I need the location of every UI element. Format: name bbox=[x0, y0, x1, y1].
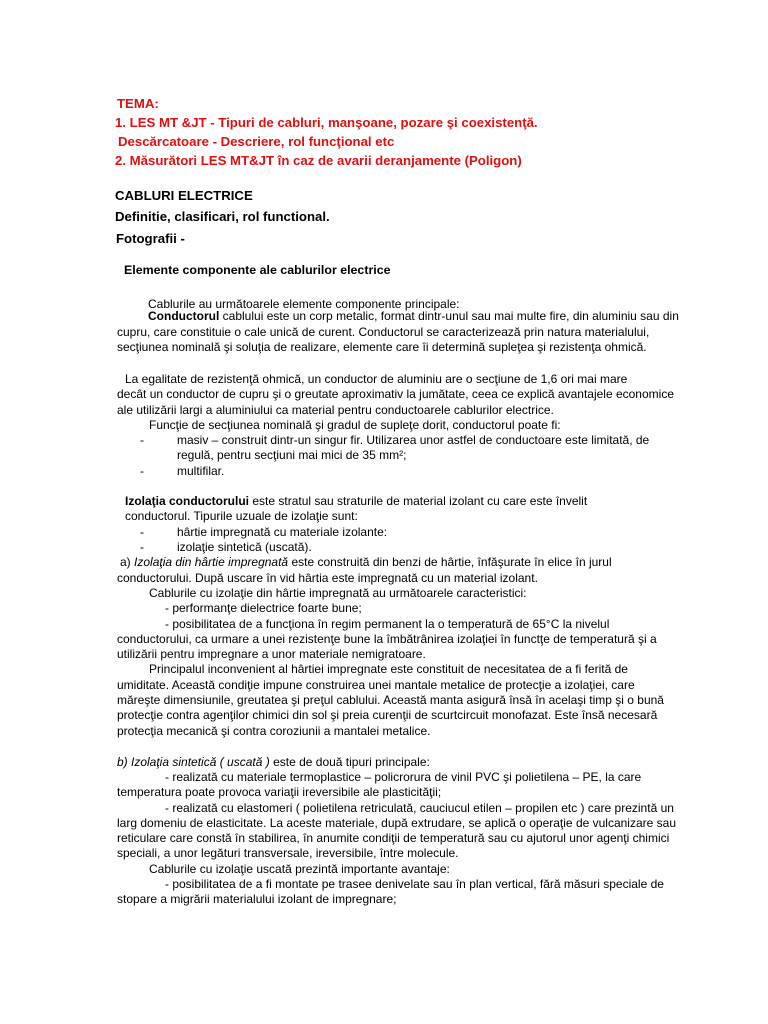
body-line: Funcţie de secţiunea nominală şi gradul de supleţe dorit, conductorul poate fi: bbox=[149, 418, 561, 432]
body-line: - realizată cu elastomeri ( polietilena retriculată, cauciucul etilen – propilen etc ) care prezintă un bbox=[165, 801, 674, 815]
body-line: - performanţe dielectrice foarte bune; bbox=[165, 601, 362, 615]
body-line: protecţia mecanică şi contra coroziunii a mantalei metalice. bbox=[117, 724, 431, 738]
body-line: temperatura poate provoca variaţii ireversibile ale plasticităţii; bbox=[117, 785, 442, 799]
body-line: ale utilizării largi a aluminiului ca material pentru conductoarele cablurilor electrice. bbox=[117, 403, 554, 417]
body-line: - posibilitatea de a fi montate pe trasee denivelate sau în plan vertical, fără măsuri speciale de bbox=[165, 877, 664, 891]
body-line: a) Izolaţia din hârtie impregnată este construită din benzi de hârtie, înfăşurate în elice în jurul bbox=[120, 555, 612, 569]
body-line: umiditate. Această condiţie impune construirea unei mantale metalice de protecţie a izolaţiei, care bbox=[117, 678, 635, 692]
tema-label: TEMA: bbox=[117, 96, 159, 111]
body-line: Cablurile au următoarele elemente componente principale: bbox=[148, 297, 460, 311]
term-insulation: Izolaţia conductorului bbox=[125, 494, 250, 508]
body-line: cupru, care constituie o cale unică de curent. Conductorul se caracterizează prin natura materialului, bbox=[117, 325, 650, 339]
body-line: utilizării pentru impregnare a unor materiale nemigratoare. bbox=[117, 647, 426, 661]
body-line: măreşte dimensiunile, greutatea şi preţul cablului. Această manta asigură însă în acelaşi timp şi o bună bbox=[117, 693, 664, 707]
body-line: secţiunea nominală şi soluţia de realizare, elemente care îi determină supleţea şi rezistenţa ohmică. bbox=[117, 340, 647, 354]
section-definition: Definitie, clasificari, rol functional. bbox=[115, 209, 330, 224]
body-line: Conductorul cablului este un corp metalic, format dintr-unul sau mai multe fire, din aluminiu sau din bbox=[148, 309, 679, 323]
body-line: decât un conductor de cupru şi o greutate aproximativ la jumătate, ceea ce explică avantajele economice bbox=[117, 387, 674, 401]
body-line: protecţie contra agenţilor chimici din sol şi preia curenţii de scurtcircuit monofazat. Este însă necesară bbox=[117, 708, 658, 722]
body-line: reticulare care constă în stabilirea, în anumite condiţii de temperatură sau cu ajutorul unor agenţi chimici bbox=[117, 831, 670, 845]
body-line: Cablurile cu izolaţie uscată prezintă importante avantaje: bbox=[149, 862, 450, 876]
section-photos: Fotografii - bbox=[116, 231, 185, 246]
subsection-title: Elemente componente ale cablurilor electrice bbox=[124, 263, 391, 277]
list-dash: - bbox=[140, 464, 144, 478]
topic-item-1: 1. LES MT &JT - Tipuri de cabluri, manşoane, pozare şi coexistenţă. bbox=[115, 115, 538, 130]
list-dash: - bbox=[140, 433, 144, 447]
body-line: Principalul inconvenient al hârtiei impregnate este constituit de necesitatea de a fi ferită de bbox=[149, 662, 628, 676]
body-line: conductorul. Tipurile uzuale de izolaţie sunt: bbox=[125, 509, 358, 523]
list-item: masiv – construit dintr-un singur fir. Utilizarea unor astfel de conductoare este limitată, de bbox=[177, 433, 650, 447]
body-line: conductorului. După uscare în vid hârtia este impregnată cu un material izolant. bbox=[117, 571, 538, 585]
section-title: CABLURI ELECTRICE bbox=[115, 188, 253, 203]
body-line: La egalitate de rezistenţă ohmică, un conductor de aluminiu are o secţiune de 1,6 ori mai mare bbox=[125, 372, 628, 386]
list-dash: - bbox=[140, 540, 144, 554]
topic-item-2: 2. Măsurători LES MT&JT în caz de avarii deranjamente (Poligon) bbox=[115, 153, 522, 168]
list-item: multifilar. bbox=[177, 464, 225, 478]
body-line: speciali, a unor legături transversale, ireversibile, între molecule. bbox=[117, 846, 459, 860]
term-conductor: Conductorul bbox=[148, 309, 220, 323]
body-line: - posibilitatea de a funcţiona în regim permanent la o temperatură de 65°C la nivelul bbox=[165, 617, 610, 631]
body-line: Cablurile cu izolaţie din hârtie impregnată au următoarele caracteristici: bbox=[149, 586, 527, 600]
list-item: izolaţie sintetică (uscată). bbox=[177, 540, 312, 554]
body-line: stopare a migrării materialului izolant de impregnare; bbox=[117, 892, 397, 906]
list-item: hârtie impregnată cu materiale izolante: bbox=[177, 525, 388, 539]
body-line: - realizată cu materiale termoplastice – policrorura de vinil PVC şi polietilena – PE, la care bbox=[165, 770, 642, 784]
body-line: b) Izolaţia sintetică ( uscată ) este de două tipuri principale: bbox=[117, 755, 430, 769]
body-line: Izolaţia conductorului este stratul sau straturile de material izolant cu care este învelit bbox=[125, 494, 588, 508]
list-dash: - bbox=[140, 525, 144, 539]
body-line: regulă, pentru secţiuni mai mici de 35 mm²; bbox=[177, 448, 407, 462]
body-line: larg domeniu de elasticitate. La aceste materiale, după extrudare, se aplică o operaţie de vulcanizare sau bbox=[117, 816, 677, 830]
topic-item-1-continued: Descărcatoare - Descriere, rol funcţional etc bbox=[118, 134, 395, 149]
body-line: conductorului, ca urmare a unei rezistenţe bune la îmbătrânirea izolaţiei în functţe de temperatură şi a bbox=[117, 632, 657, 646]
